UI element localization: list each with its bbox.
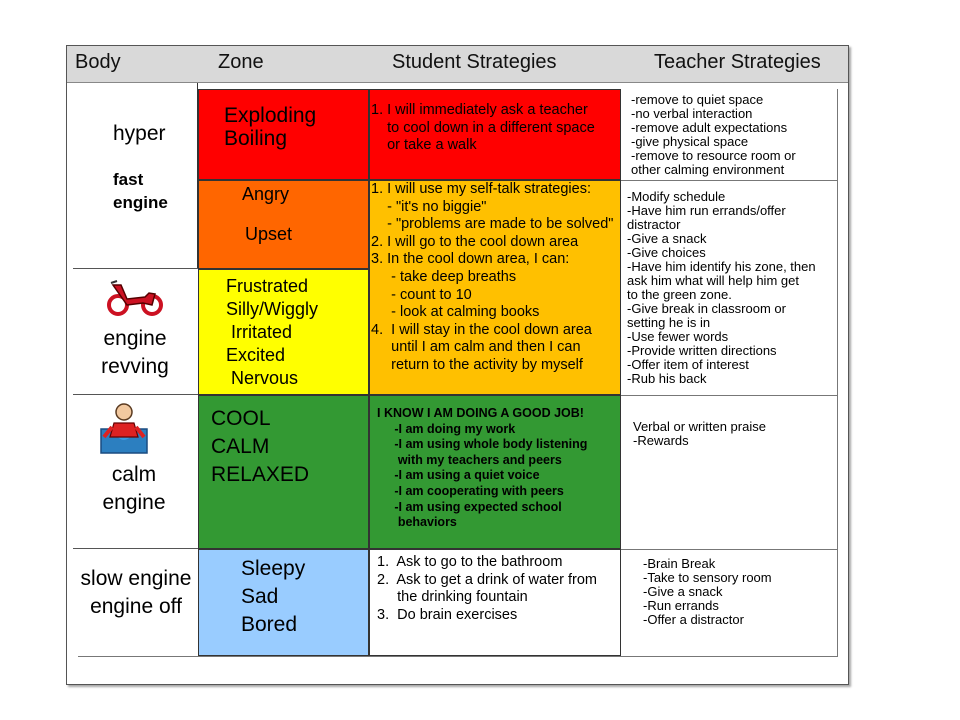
zone-text-green: COOL CALM RELAXED <box>211 407 310 486</box>
student-strategies-green: I KNOW I AM DOING A GOOD JOB! -I am doing my work -I am using whole body listening with my teachers and peers -I am using a quiet voice -I am cooperating with peers -I am using expected school behaviors <box>377 406 588 530</box>
student-strategies-blue: 1. Ask to go to the bathroom 2. Ask to get a drink of water from the drinking fountain 3. Do brain exercises <box>377 554 598 623</box>
body-label-hyper: hyper <box>113 122 166 145</box>
header-student-strategies: Student Strategies <box>392 51 557 73</box>
row-divider <box>621 549 838 550</box>
row-divider <box>73 268 198 269</box>
body-label-fast-engine: fast engine <box>113 170 168 212</box>
body-label-calm-engine: calm engine <box>102 463 166 514</box>
student-strategies-yellow: 1. I will use my self-talk strategies: - "it's no biggie" - "problems are made to be solved" 2. I will go to the cool down area 3. In the cool down area, I can: - take deep breaths - count to 10 - look at calming books 4. I will stay in the cool down area until I am calm and then I can return to the activity by myself <box>371 181 614 373</box>
row-divider <box>73 548 198 549</box>
header-zone: Zone <box>218 51 264 73</box>
teacher-strategies-yellow: -Modify schedule -Have him run errands/offer distractor -Give a snack -Give choices -Have him identify his zone, then ask him what will help him get to the green zone. -Give break in classroom or setting he is in -Use fewer words -Provide written directions -Offer item of interest -Rub his back <box>627 189 816 386</box>
teacher-strategies-green: Verbal or written praise -Rewards <box>633 419 766 448</box>
body-label-slow-engine: slow engine engine off <box>80 567 192 618</box>
row-divider <box>621 180 838 181</box>
zone-text-upset: Upset <box>245 224 293 244</box>
teacher-strategies-blue: -Brain Break -Take to sensory room -Give a snack -Run errands -Offer a distractor <box>643 556 772 627</box>
zone-text-angry: Angry <box>242 184 290 204</box>
header-body: Body <box>75 51 121 73</box>
zone-text-blue: Sleepy Sad Bored <box>241 557 306 636</box>
zone-text-red: Exploding Boiling <box>224 104 317 150</box>
header-teacher-strategies: Teacher Strategies <box>654 51 821 73</box>
body-label-engine-revving: engine revving <box>101 327 169 378</box>
zone-text-yellow: Frustrated Silly/Wiggly Irritated Excited Nervous <box>226 276 319 388</box>
row-divider <box>621 395 838 396</box>
row-divider <box>73 394 198 395</box>
teacher-strategies-red: -remove to quiet space -no verbal interaction -remove adult expectations -give physical space -remove to resource room or other calming environment <box>631 92 796 177</box>
motorcycle-icon <box>105 279 165 317</box>
calm-person-icon <box>98 401 150 455</box>
student-strategies-red: 1. I will immediately ask a teacher to cool down in a different space or take a walk <box>371 102 595 154</box>
table-bottom-line <box>78 656 838 657</box>
